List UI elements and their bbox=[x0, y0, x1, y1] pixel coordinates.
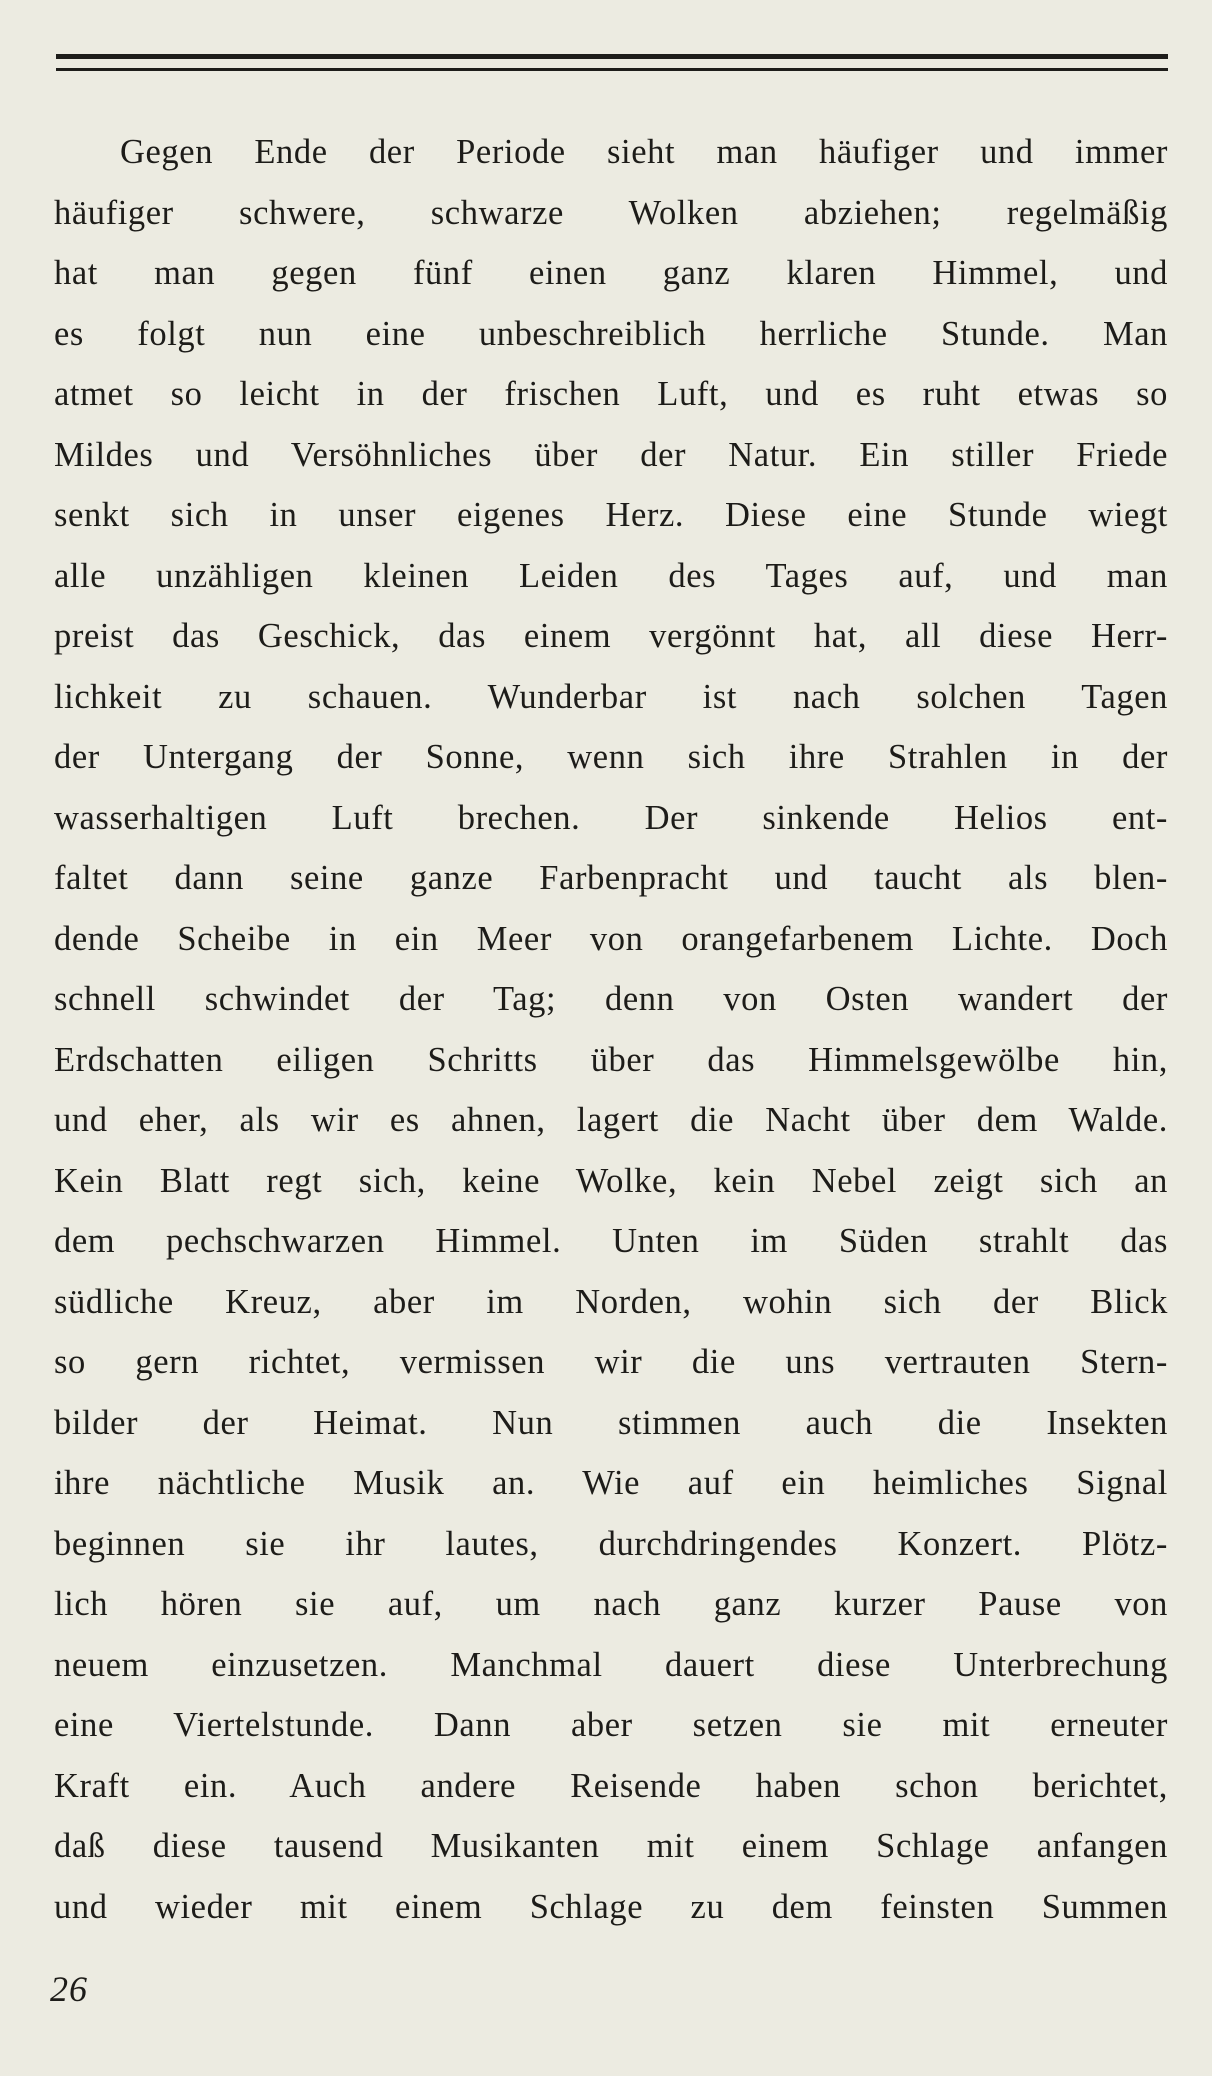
text-line: beginnen sie ihr lautes, durchdringendes Konzert. Plötz- bbox=[54, 1524, 1168, 1563]
text-line: schnell schwindet der Tag; denn von Osten wandert der bbox=[54, 980, 1168, 1018]
header-rule-top bbox=[56, 54, 1168, 59]
text-line: senkt sich in unser eigenes Herz. Diese eine Stunde wiegt bbox=[54, 496, 1168, 534]
text-line: lich hören sie auf, um nach ganz kurzer Pause von bbox=[54, 1585, 1168, 1623]
header-rule-bottom bbox=[56, 68, 1168, 71]
text-line: Kraft ein. Auch andere Reisende haben schon berichtet, bbox=[54, 1766, 1168, 1805]
text-line: ihre nächtliche Musik an. Wie auf ein heimliches Signal bbox=[54, 1464, 1168, 1502]
text-line: der Untergang der Sonne, wenn sich ihre Strahlen in der bbox=[54, 738, 1168, 776]
text-line: Gegen Ende der Periode sieht man häufiger und immer bbox=[120, 133, 1168, 171]
text-line: und wieder mit einem Schlage zu dem feinsten Summen bbox=[54, 1887, 1168, 1926]
text-line: faltet dann seine ganze Farbenpracht und taucht als blen- bbox=[54, 859, 1168, 897]
text-line: wasserhaltigen Luft brechen. Der sinkende Helios ent- bbox=[54, 798, 1168, 837]
text-line: neuem einzusetzen. Manchmal dauert diese Unterbrechung bbox=[54, 1645, 1168, 1684]
text-line: Erdschatten eiligen Schritts über das Himmelsgewölbe hin, bbox=[54, 1040, 1168, 1079]
text-line: dende Scheibe in ein Meer von orangefarbenem Lichte. Doch bbox=[54, 919, 1168, 958]
text-line: atmet so leicht in der frischen Luft, und es ruht etwas so bbox=[54, 375, 1168, 413]
text-line: Kein Blatt regt sich, keine Wolke, kein Nebel zeigt sich an bbox=[54, 1161, 1168, 1200]
text-line: Mildes und Versöhnliches über der Natur. Ein stiller Friede bbox=[54, 435, 1168, 474]
text-line: hat man gegen fünf einen ganz klaren Himmel, und bbox=[54, 254, 1168, 292]
text-line: lichkeit zu schauen. Wunderbar ist nach solchen Tagen bbox=[54, 677, 1168, 716]
body-text bbox=[54, 122, 1168, 1937]
text-line: so gern richtet, vermissen wir die uns vertrauten Stern- bbox=[54, 1343, 1168, 1381]
text-line: häufiger schwere, schwarze Wolken abziehen; regelmäßig bbox=[54, 193, 1168, 232]
text-line: daß diese tausend Musikanten mit einem Schlage anfangen bbox=[54, 1827, 1168, 1865]
text-line: und eher, als wir es ahnen, lagert die Nacht über dem Walde. bbox=[54, 1101, 1168, 1139]
text-line: alle unzähligen kleinen Leiden des Tages auf, und man bbox=[54, 556, 1168, 595]
text-line: eine Viertelstunde. Dann aber setzen sie mit erneuter bbox=[54, 1706, 1168, 1744]
text-line: preist das Geschick, das einem vergönnt hat, all diese Herr- bbox=[54, 617, 1168, 655]
text-line: südliche Kreuz, aber im Norden, wohin sich der Blick bbox=[54, 1282, 1168, 1321]
text-line: bilder der Heimat. Nun stimmen auch die Insekten bbox=[54, 1403, 1168, 1442]
page-number: 26 bbox=[50, 1969, 88, 2009]
text-line: es folgt nun eine unbeschreiblich herrliche Stunde. Man bbox=[54, 314, 1168, 353]
text-line: dem pechschwarzen Himmel. Unten im Süden strahlt das bbox=[54, 1222, 1168, 1260]
